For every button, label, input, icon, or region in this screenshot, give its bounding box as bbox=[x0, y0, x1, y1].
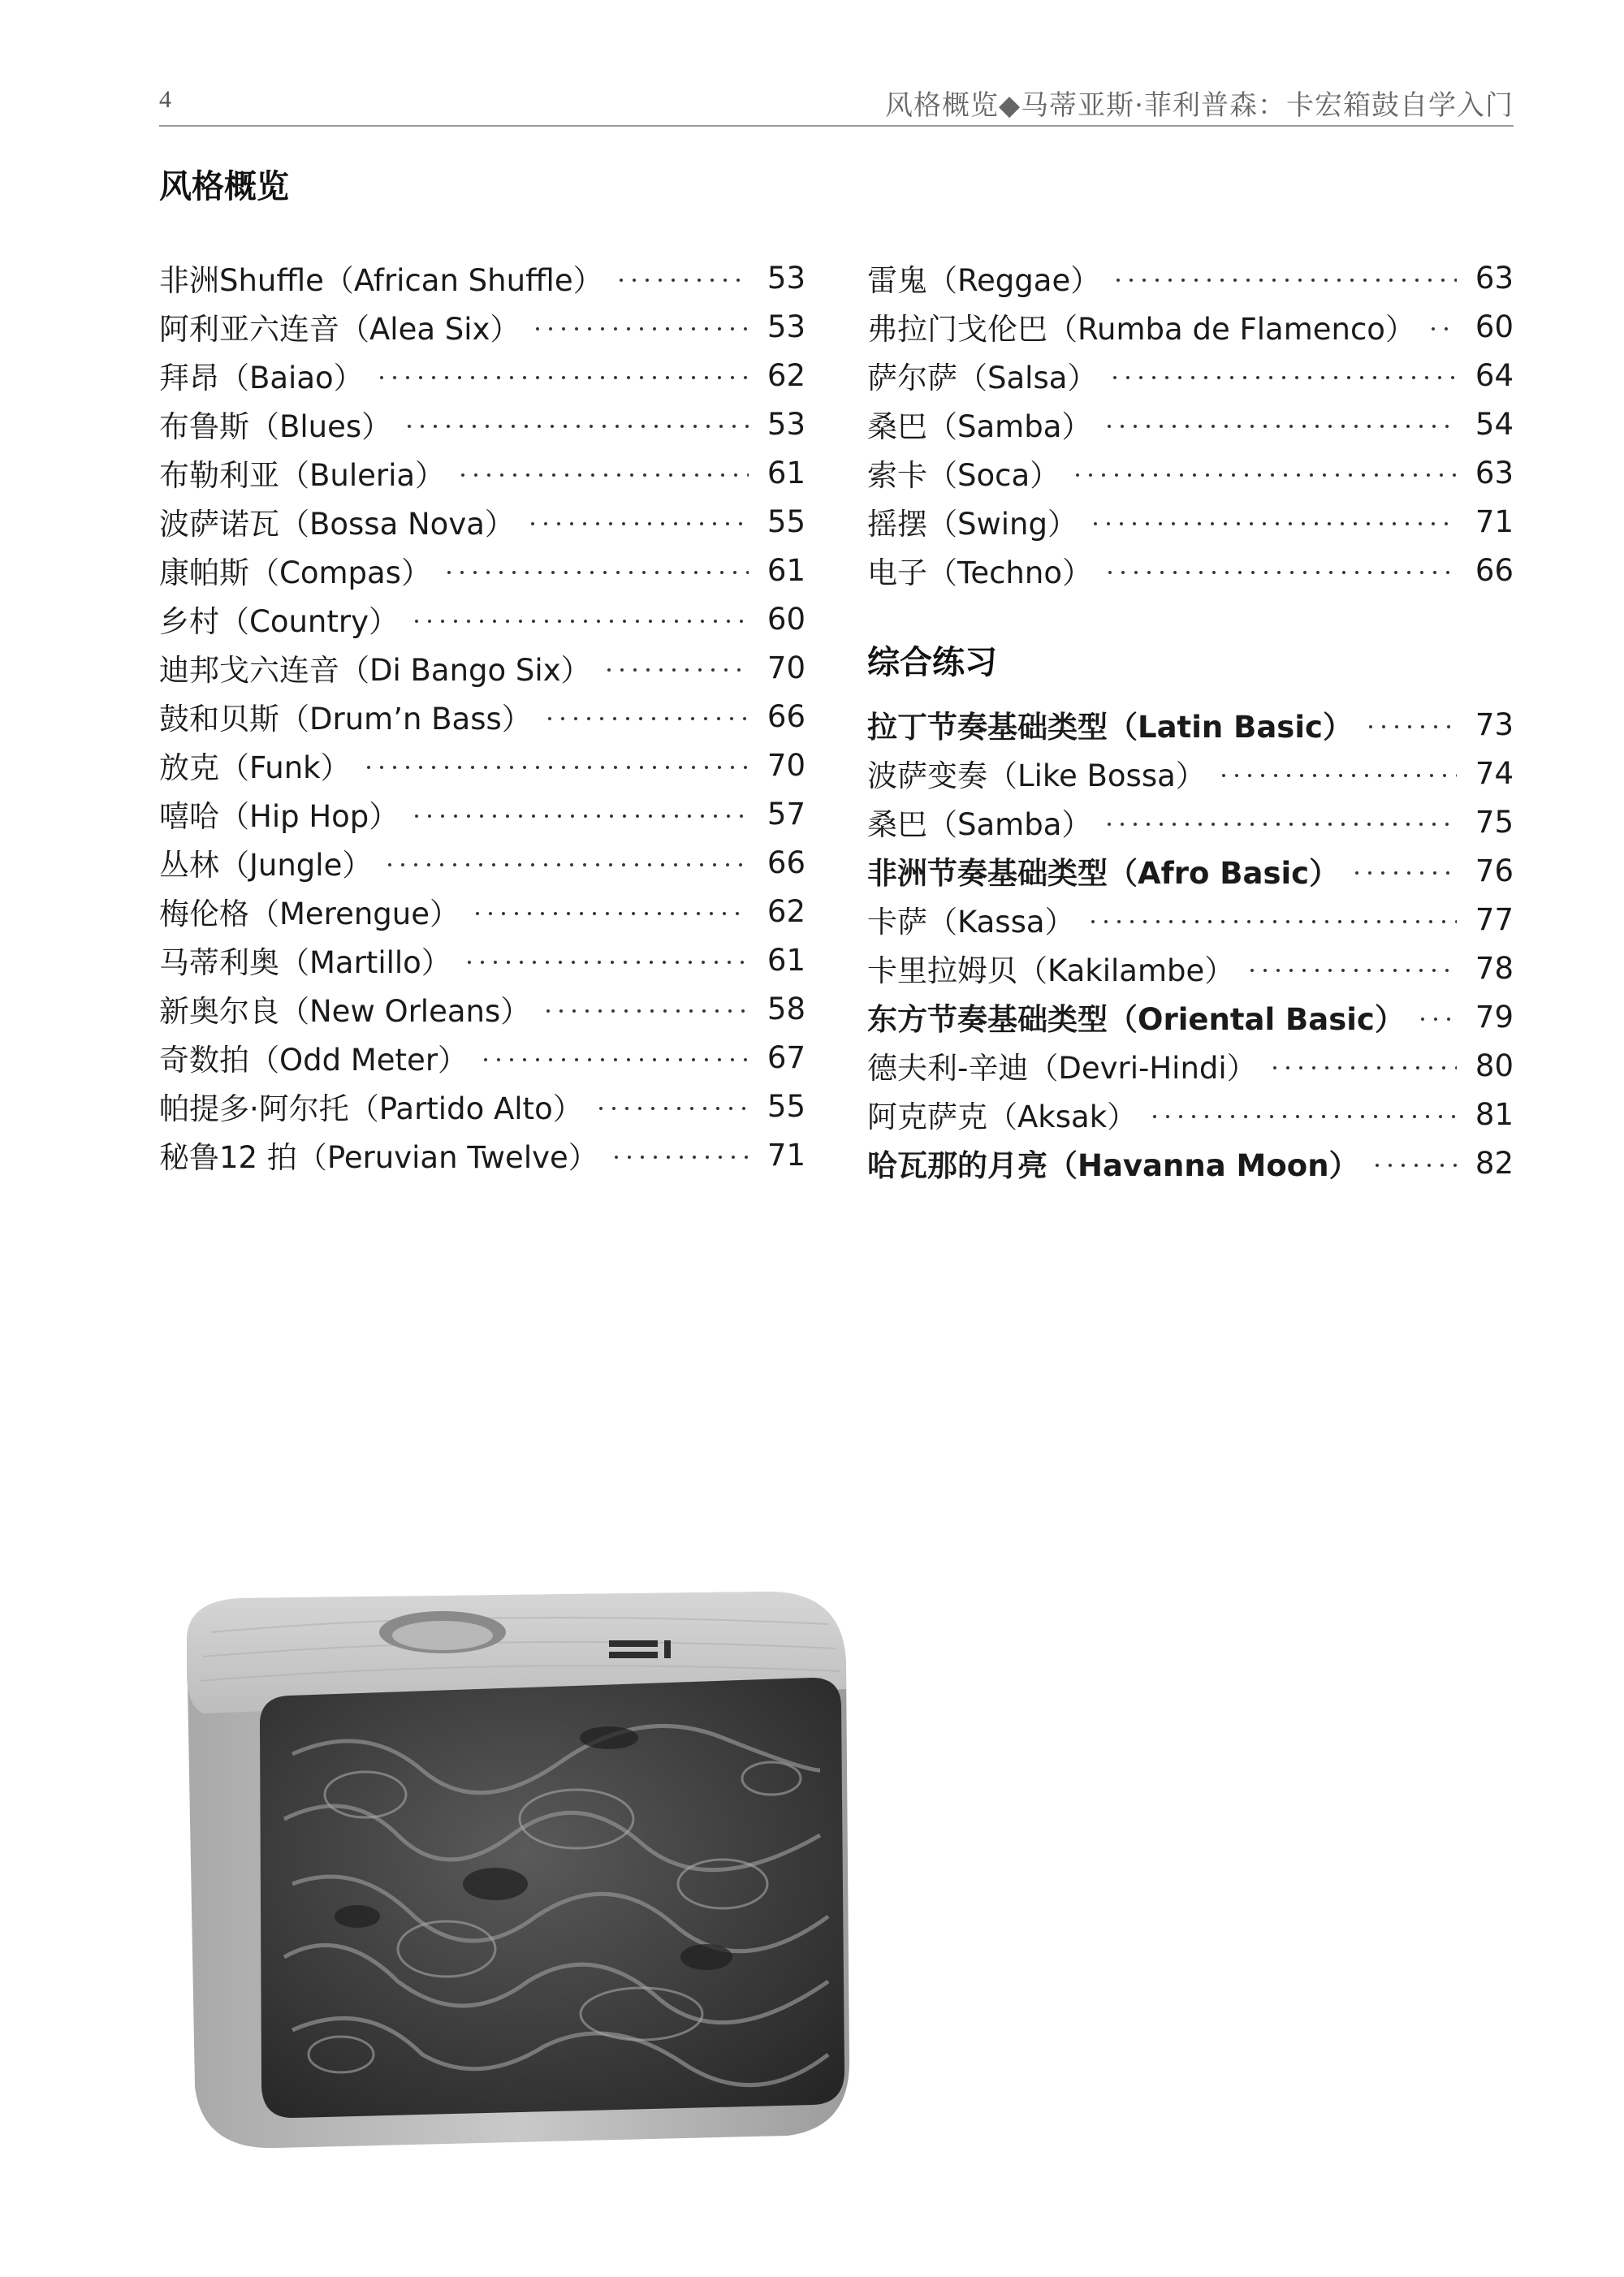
toc-entry bbox=[159, 984, 806, 1033]
toc-entry bbox=[867, 1041, 1514, 1090]
entry-label: 奇数拍（Odd Meter） bbox=[159, 1043, 469, 1078]
toc-entry bbox=[867, 797, 1514, 846]
toc-entry bbox=[867, 1090, 1514, 1138]
entry-page-number: 78 bbox=[1475, 950, 1514, 986]
dot-leader bbox=[603, 667, 749, 673]
dot-leader bbox=[1148, 1113, 1457, 1120]
entry-label: 摇摆（Swing） bbox=[867, 507, 1078, 542]
entry-page-number: 61 bbox=[767, 552, 806, 588]
dot-leader bbox=[1427, 326, 1457, 332]
toc-entry bbox=[867, 749, 1514, 797]
entry-label: 新奥尔良（New Orleans） bbox=[159, 994, 531, 1029]
dot-leader bbox=[456, 472, 749, 478]
entry-label: 拉丁节奏基础类型（Latin Basic） bbox=[867, 710, 1353, 745]
dot-leader bbox=[375, 374, 749, 381]
entry-label: 哈瓦那的月亮（Havanna Moon） bbox=[867, 1148, 1359, 1183]
dot-leader bbox=[383, 862, 749, 868]
entry-page-number: 71 bbox=[1475, 503, 1514, 539]
dot-leader bbox=[1103, 821, 1457, 827]
dot-leader bbox=[610, 1154, 749, 1160]
dot-leader bbox=[443, 569, 749, 576]
entry-label: 雷鬼（Reggae） bbox=[867, 263, 1101, 298]
entry-page-number: 53 bbox=[767, 309, 806, 344]
entry-label: 波萨诺瓦（Bossa Nova） bbox=[159, 507, 515, 542]
entry-label: 鼓和贝斯（Drum’n Bass） bbox=[159, 702, 532, 737]
entry-page-number: 79 bbox=[1475, 999, 1514, 1035]
toc-entry bbox=[159, 1033, 806, 1082]
running-title: 风格概览◆马蒂亚斯·菲利普森：卡宏箱鼓自学入门 bbox=[885, 89, 1514, 122]
entry-page-number: 66 bbox=[1475, 552, 1514, 588]
toc-entry bbox=[867, 253, 1514, 302]
toc-entry bbox=[867, 1138, 1514, 1187]
entry-label: 阿克萨克（Aksak） bbox=[867, 1100, 1138, 1134]
entry-page-number: 67 bbox=[767, 1039, 806, 1075]
entry-page-number: 71 bbox=[767, 1137, 806, 1173]
entry-label: 乡村（Country） bbox=[159, 604, 399, 639]
toc-entry bbox=[159, 448, 806, 497]
dot-leader bbox=[410, 813, 749, 819]
dot-leader bbox=[531, 326, 749, 332]
entry-label: 布勒利亚（Buleria） bbox=[159, 458, 446, 493]
styles-list-left bbox=[159, 253, 806, 1179]
entry-label: 阿利亚六连音（Alea Six） bbox=[159, 312, 520, 347]
page-header bbox=[159, 80, 1514, 127]
page-number: 4 bbox=[159, 86, 171, 113]
exercises-list bbox=[867, 700, 1514, 1187]
toc-entry bbox=[867, 700, 1514, 749]
toc-entry bbox=[867, 400, 1514, 448]
entry-label: 非洲节奏基础类型（Afro Basic） bbox=[867, 856, 1340, 891]
toc-entry bbox=[159, 351, 806, 400]
toc-entry bbox=[159, 935, 806, 984]
toc-entry bbox=[159, 497, 806, 546]
dot-leader bbox=[1108, 374, 1457, 381]
dot-leader bbox=[1246, 967, 1457, 974]
entry-label: 康帕斯（Compas） bbox=[159, 555, 431, 590]
styles-section-title: 风格概览 bbox=[159, 168, 289, 205]
entry-page-number: 58 bbox=[767, 991, 806, 1026]
toc-entry bbox=[159, 400, 806, 448]
dot-leader bbox=[615, 277, 749, 283]
dot-leader bbox=[1364, 724, 1457, 730]
entry-page-number: 61 bbox=[767, 455, 806, 490]
toc-entry bbox=[867, 895, 1514, 944]
toc-entry bbox=[867, 846, 1514, 895]
dot-leader bbox=[1071, 472, 1457, 478]
entry-page-number: 70 bbox=[767, 747, 806, 783]
entry-page-number: 53 bbox=[767, 260, 806, 296]
entry-label: 拜昂（Baiao） bbox=[159, 361, 364, 395]
entry-label: 弗拉门戈伦巴（Rumba de Flamenco） bbox=[867, 312, 1415, 347]
entry-page-number: 61 bbox=[767, 942, 806, 978]
toc-entry bbox=[159, 692, 806, 741]
dot-leader bbox=[479, 1056, 749, 1063]
entry-page-number: 62 bbox=[767, 357, 806, 393]
toc-entry bbox=[867, 497, 1514, 546]
dot-leader bbox=[1086, 918, 1457, 925]
dot-leader bbox=[1089, 521, 1457, 527]
entry-label: 丛林（Jungle） bbox=[159, 848, 373, 883]
dot-leader bbox=[471, 910, 749, 917]
entry-label: 梅伦格（Merengue） bbox=[159, 897, 460, 931]
entry-label: 东方节奏基础类型（Oriental Basic） bbox=[867, 1002, 1405, 1037]
entry-label: 帕提多·阿尔托（Partido Alto） bbox=[159, 1091, 583, 1126]
exercises-section-title: 综合练习 bbox=[867, 644, 997, 681]
dot-leader bbox=[1217, 772, 1457, 779]
entry-label: 秘鲁12 拍（Peruvian Twelve） bbox=[159, 1140, 598, 1175]
toc-entry bbox=[159, 1082, 806, 1130]
toc-entry bbox=[159, 838, 806, 887]
dot-leader bbox=[1104, 569, 1457, 576]
entry-page-number: 75 bbox=[1475, 804, 1514, 840]
entry-page-number: 60 bbox=[767, 601, 806, 637]
entry-label: 桑巴（Samba） bbox=[867, 807, 1092, 842]
toc-entry bbox=[867, 302, 1514, 351]
entry-page-number: 60 bbox=[1475, 309, 1514, 344]
dot-leader bbox=[463, 959, 749, 966]
dot-leader bbox=[1112, 277, 1457, 283]
entry-label: 放克（Funk） bbox=[159, 750, 351, 785]
toc-entry bbox=[867, 944, 1514, 992]
entry-label: 波萨变奏（Like Bossa） bbox=[867, 758, 1206, 793]
dot-leader bbox=[403, 423, 749, 430]
entry-label: 迪邦戈六连音（Di Bango Six） bbox=[159, 653, 591, 688]
dot-leader bbox=[543, 715, 749, 722]
entry-page-number: 54 bbox=[1475, 406, 1514, 442]
toc-entry bbox=[159, 887, 806, 935]
dot-leader bbox=[542, 1008, 749, 1014]
dot-leader bbox=[1371, 1162, 1457, 1169]
dot-leader bbox=[1268, 1065, 1457, 1071]
entry-page-number: 73 bbox=[1475, 706, 1514, 742]
toc-entry bbox=[867, 992, 1514, 1041]
entry-page-number: 82 bbox=[1475, 1145, 1514, 1181]
entry-page-number: 55 bbox=[767, 503, 806, 539]
entry-label: 索卡（Soca） bbox=[867, 458, 1060, 493]
entry-label: 德夫利-辛迪（Devri-Hindi） bbox=[867, 1051, 1257, 1086]
entry-page-number: 62 bbox=[767, 893, 806, 929]
entry-label: 萨尔萨（Salsa） bbox=[867, 361, 1098, 395]
dot-leader bbox=[362, 764, 749, 771]
dot-leader bbox=[594, 1105, 749, 1112]
dot-leader bbox=[1350, 870, 1457, 876]
toc-entry bbox=[867, 351, 1514, 400]
entry-page-number: 80 bbox=[1475, 1048, 1514, 1083]
styles-list-right bbox=[867, 253, 1514, 594]
entry-page-number: 64 bbox=[1475, 357, 1514, 393]
toc-entry bbox=[159, 789, 806, 838]
cajon-image bbox=[154, 1575, 869, 2160]
entry-label: 非洲Shuffle（African Shuffle） bbox=[159, 263, 603, 298]
entry-label: 卡里拉姆贝（Kakilambe） bbox=[867, 953, 1235, 988]
toc-entry bbox=[159, 546, 806, 594]
entry-label: 马蒂利奥（Martillo） bbox=[159, 945, 451, 980]
entry-page-number: 74 bbox=[1475, 755, 1514, 791]
dot-leader bbox=[1103, 423, 1457, 430]
entry-page-number: 63 bbox=[1475, 260, 1514, 296]
toc-entry bbox=[159, 253, 806, 302]
toc-entry bbox=[867, 448, 1514, 497]
entry-page-number: 81 bbox=[1475, 1096, 1514, 1132]
entry-page-number: 66 bbox=[767, 845, 806, 880]
entry-label: 卡萨（Kassa） bbox=[867, 905, 1075, 940]
entry-page-number: 53 bbox=[767, 406, 806, 442]
dot-leader bbox=[410, 618, 749, 624]
entry-page-number: 63 bbox=[1475, 455, 1514, 490]
entry-page-number: 55 bbox=[767, 1088, 806, 1124]
entry-page-number: 66 bbox=[767, 698, 806, 734]
toc-entry bbox=[159, 302, 806, 351]
entry-label: 桑巴（Samba） bbox=[867, 409, 1092, 444]
dot-leader bbox=[526, 521, 749, 527]
toc-entry bbox=[159, 594, 806, 643]
entry-label: 电子（Techno） bbox=[867, 555, 1092, 590]
toc-entry bbox=[159, 741, 806, 789]
toc-entry bbox=[159, 1130, 806, 1179]
toc-entry bbox=[867, 546, 1514, 594]
entry-page-number: 76 bbox=[1475, 853, 1514, 888]
entry-page-number: 57 bbox=[767, 796, 806, 832]
dot-leader bbox=[1416, 1016, 1457, 1022]
entry-page-number: 70 bbox=[767, 650, 806, 685]
entry-label: 布鲁斯（Blues） bbox=[159, 409, 392, 444]
entry-label: 嘻哈（Hip Hop） bbox=[159, 799, 400, 834]
entry-page-number: 77 bbox=[1475, 901, 1514, 937]
toc-entry bbox=[159, 643, 806, 692]
